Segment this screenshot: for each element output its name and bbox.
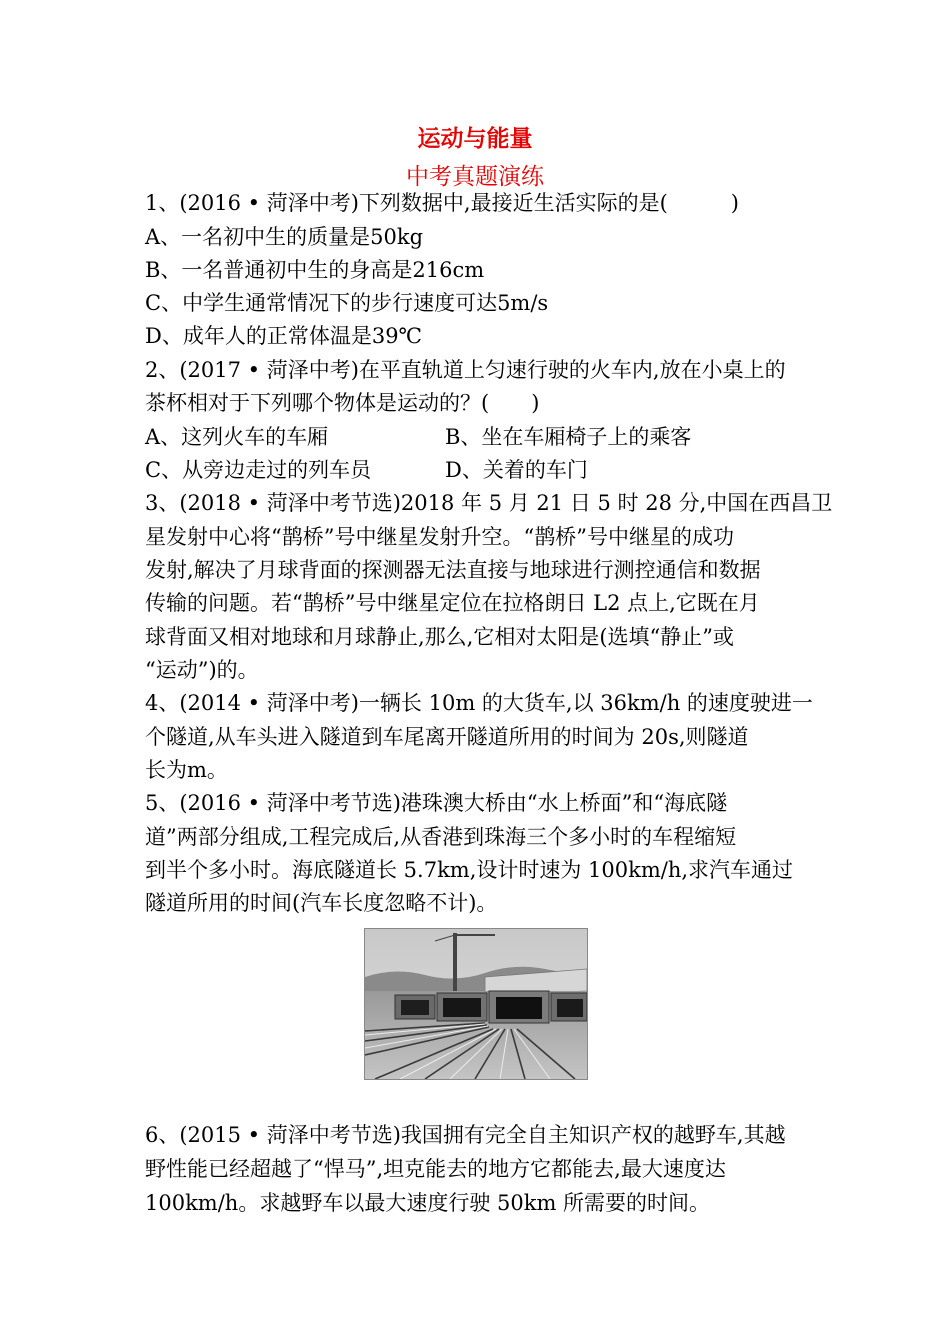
q6-line-3: 100km/h。求越野车以最大速度行驶 50km 所需要的时间。 xyxy=(145,1191,711,1215)
q3-line-6: “运动”)的。 xyxy=(145,658,259,682)
page-subtitle: 中考真题演练 xyxy=(406,164,544,190)
q1-stem: 1、(2016 • 菏泽中考)下列数据中,最接近生活实际的是( ) xyxy=(145,191,739,215)
q1-option-b: B、一名普通初中生的身高是216cm xyxy=(145,258,485,282)
q1-option-d: D、成年人的正常体温是39℃ xyxy=(145,324,423,348)
page-title: 运动与能量 xyxy=(417,126,533,152)
q1-option-c: C、中学生通常情况下的步行速度可达5m/s xyxy=(145,291,549,315)
q5-line-4: 隧道所用的时间(汽车长度忽略不计)。 xyxy=(145,891,498,915)
q2-option-c: C、从旁边走过的列车员 xyxy=(145,458,372,482)
q5-line-2: 道”两部分组成,工程完成后,从香港到珠海三个多小时的车程缩短 xyxy=(145,825,737,849)
q5-line-3: 到半个多小时。海底隧道长 5.7km,设计时速为 100km/h,求汽车通过 xyxy=(145,858,794,882)
q4-line-2: 个隧道,从车头进入隧道到车尾离开隧道所用的时间为 20s,则隧道 xyxy=(145,725,749,749)
q3-line-1: 3、(2018 • 菏泽中考节选)2018 年 5 月 21 日 5 时 28 分,中国在西昌卫 xyxy=(145,491,833,515)
q3-line-5: 球背面又相对地球和月球静止,那么,它相对太阳是(选填“静止”或 xyxy=(145,625,735,649)
q2-option-b: B、坐在车厢椅子上的乘客 xyxy=(445,425,692,449)
q5-line-1: 5、(2016 • 菏泽中考节选)港珠澳大桥由“水上桥面”和“海底隧 xyxy=(145,791,728,815)
q2-option-a: A、这列火车的车厢 xyxy=(145,425,329,449)
q6-line-1: 6、(2015 • 菏泽中考节选)我国拥有完全自主知识产权的越野车,其越 xyxy=(145,1123,786,1147)
q2-option-d: D、关着的车门 xyxy=(445,458,588,482)
q4-line-3: 长为m。 xyxy=(145,758,228,782)
q3-line-3: 发射,解决了月球背面的探测器无法直接与地球进行测控通信和数据 xyxy=(145,558,761,582)
q4-line-1: 4、(2014 • 菏泽中考)一辆长 10m 的大货车,以 36km/h 的速度驶进一 xyxy=(145,691,813,715)
q1-option-a: A、一名初中生的质量是50kg xyxy=(145,225,424,249)
q2-line-1: 2、(2017 • 菏泽中考)在平直轨道上匀速行驶的火车内,放在小桌上的 xyxy=(145,358,786,382)
tunnel-construction-photo xyxy=(364,928,588,1080)
q3-line-2: 星发射中心将“鹊桥”号中继星发射升空。“鹊桥”号中继星的成功 xyxy=(145,525,734,549)
q2-line-2: 茶杯相对于下列哪个物体是运动的？( ) xyxy=(145,391,540,415)
q6-line-2: 野性能已经超越了“悍马”,坦克能去的地方它都能去,最大速度达 xyxy=(145,1157,726,1181)
q3-line-4: 传输的问题。若“鹊桥”号中继星定位在拉格朗日 L2 点上,它既在月 xyxy=(145,591,760,615)
